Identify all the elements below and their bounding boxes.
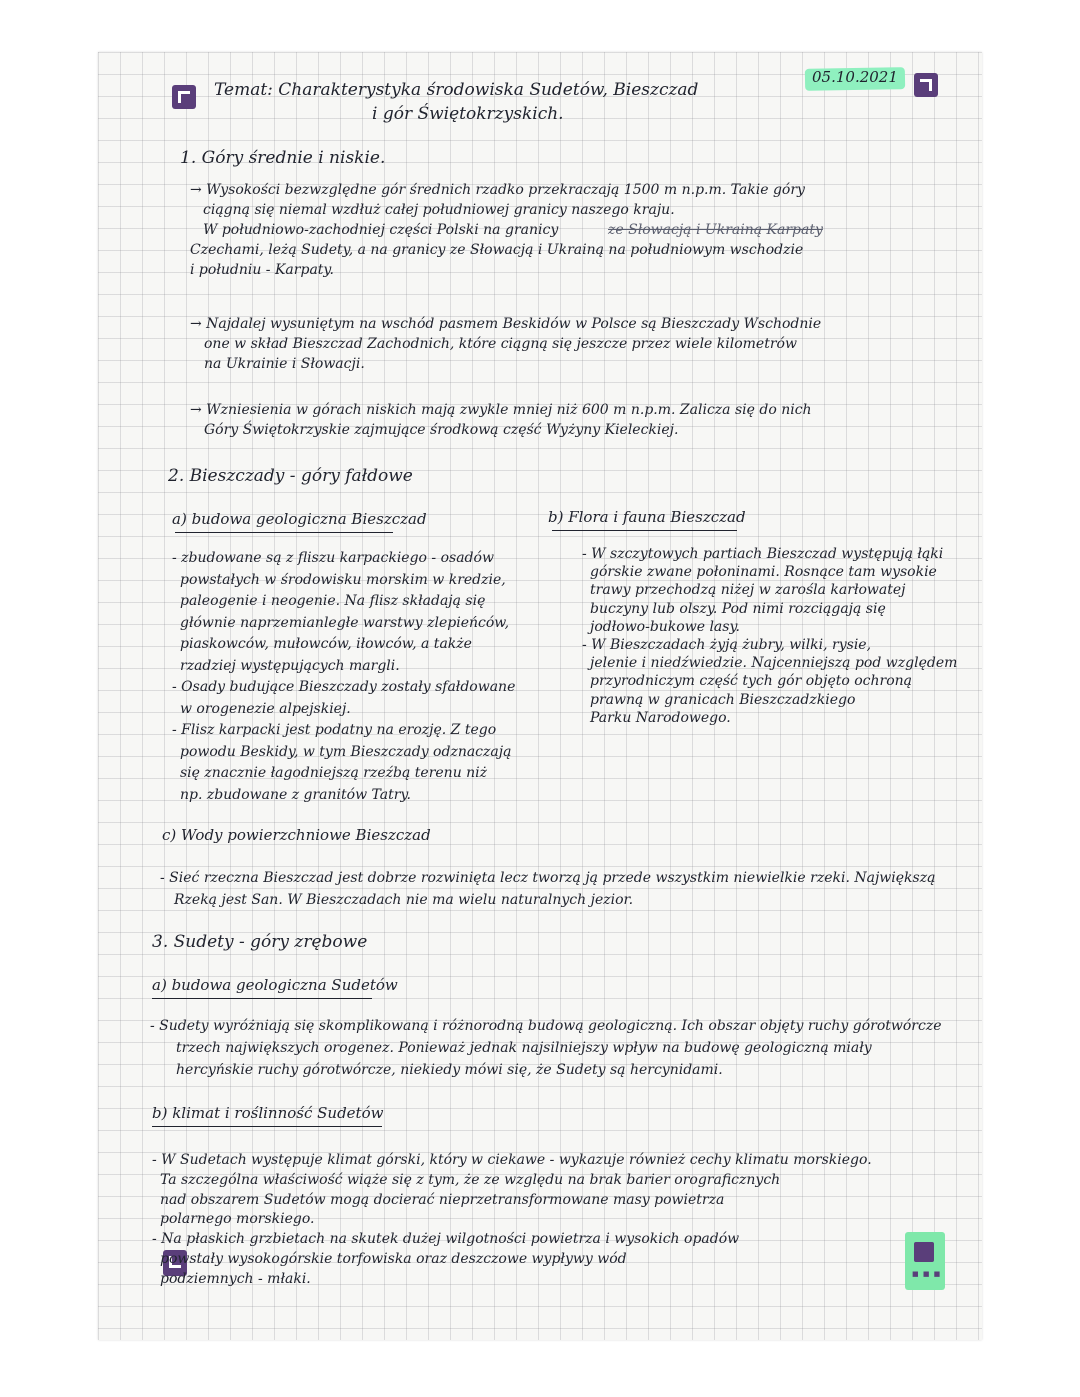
text-line: się znacznie łagodniejszą rzeźbą terenu niż [180, 765, 488, 781]
text-line: polarnego morskiego. [160, 1211, 315, 1228]
heading-underline [552, 530, 737, 531]
text-line: trzech największych orogenez. Ponieważ jednak najsilniejszy wpływ na budowę geologiczną miały [176, 1040, 872, 1056]
strikethrough-text: ze Słowacją i Ukrainą Karpaty [608, 222, 823, 238]
text-line: i południu - Karpaty. [190, 262, 334, 278]
subsection-heading: c) Wody powierzchniowe Bieszczad [162, 826, 431, 844]
text-line: Parku Narodowego. [590, 709, 731, 726]
text-line: paleogenie i neogenie. Na flisz składają się [180, 593, 486, 609]
subsection-heading: a) budowa geologiczna Sudetów [152, 976, 398, 994]
text-line: - Na płaskich grzbietach na skutek dużej wilgotności powietrza i wysokich opadów [152, 1231, 740, 1248]
text-line: jodłowo-bukowe lasy. [590, 618, 740, 635]
text-line: jelenie i niedźwiedzie. Najcenniejszą pod względem [590, 655, 958, 672]
subsection-heading: b) klimat i roślinność Sudetów [152, 1104, 384, 1122]
text-line: nad obszarem Sudetów mogą docierać nieprzetransformowane masy powietrza [160, 1191, 725, 1208]
text-line: - Flisz karpacki jest podatny na erozję. Z tego [172, 722, 497, 738]
text-line: - Osady budujące Bieszczady zostały sfałdowane [172, 679, 516, 695]
sticky-tab-icon [905, 1232, 945, 1290]
text-line: powstałych w środowisku morskim w kredzie, [180, 571, 506, 588]
text-line: górskie zwane połoninami. Rosnące tam wysokie [590, 564, 937, 581]
text-line: Czechami, leżą Sudety, a na granicy ze Słowacją i Ukrainą na południowym wschodzie [190, 242, 804, 258]
text-line: głównie naprzemianległe warstwy zlepieńców, [180, 614, 510, 631]
text-line: Ta szczególna właściwość wiąże się z tym, że ze względu na brak barier orograficznych [160, 1171, 781, 1188]
heading-underline [175, 532, 393, 533]
text-line: powstały wysokogórskie torfowiska oraz deszczowe wypływy wód [160, 1251, 627, 1267]
heading-underline [152, 1126, 382, 1127]
text-line: w orogenezie alpejskiej. [180, 700, 351, 717]
text-line: piaskowców, mułowców, iłowców, a także [180, 636, 472, 652]
text-line: - W Bieszczadach żyją żubry, wilki, rysie, [582, 637, 872, 653]
text-line: ciągną się niemal wzdłuż całej południowej granicy naszego kraju. [203, 202, 675, 218]
text-line: powodu Beskidy, w tym Bieszczady odznaczają [180, 743, 512, 760]
text-line: rzadziej występujących margli. [180, 657, 400, 674]
text-line: one w skład Bieszczad Zachodnich, które ciągną się jeszcze przez wiele kilometrów [204, 336, 797, 352]
text-line: Rzeką jest San. W Bieszczadach nie ma wielu naturalnych jezior. [174, 892, 634, 908]
text-line: np. zbudowane z granitów Tatry. [180, 786, 411, 803]
text-line: podziemnych - młaki. [160, 1270, 311, 1287]
title-line-1: Temat: Charakterystyka środowiska Sudetów, Bieszczad [214, 80, 699, 100]
section-heading: 2. Bieszczady - góry fałdowe [168, 466, 413, 486]
text-line: - zbudowane są z fliszu karpackiego - osadów [172, 550, 494, 566]
text-line: - Sudety wyróżniają się skomplikowaną i różnorodną budową geologiczną. Ich obszar objęty ruchy górotwórcze [150, 1018, 942, 1034]
date: 05.10.2021 [812, 68, 898, 86]
title-line-2: i gór Świętokrzyskich. [372, 104, 564, 124]
subsection-heading: b) Flora i fauna Bieszczad [548, 508, 746, 526]
heading-underline [152, 998, 372, 999]
text-line: trawy przechodzą niżej w zarośla karłowatej [590, 582, 906, 599]
corner-marker-icon [172, 85, 196, 109]
text-line: → Wzniesienia w górach niskich mają zwykle mniej niż 600 m n.p.m. Zalicza się do nich [190, 402, 812, 418]
corner-marker-icon [914, 73, 938, 97]
text-line: przyrodniczym część tych gór objęto ochroną [590, 673, 913, 690]
section-heading: 1. Góry średnie i niskie. [180, 148, 386, 168]
text-line: buczyny lub olszy. Pod nimi rozciągają się [590, 600, 886, 617]
section-heading: 3. Sudety - góry zrębowe [152, 932, 368, 952]
text-line: - Sieć rzeczna Bieszczad jest dobrze rozwinięta lecz tworzą ją przede wszystkim niewielkie rzeki. Największą [160, 870, 936, 886]
text-line: W południowo-zachodniej części Polski na granicy [203, 222, 559, 238]
text-line: prawną w granicach Bieszczadzkiego [590, 691, 856, 708]
text-line: → Wysokości bezwzględne gór średnich rzadko przekraczają 1500 m n.p.m. Takie góry [190, 182, 805, 198]
text-line: → Najdalej wysuniętym na wschód pasmem Beskidów w Polsce są Bieszczady Wschodnie [190, 316, 822, 332]
text-line: hercyńskie ruchy górotwórcze, niekiedy mówi się, że Sudety są hercynidami. [176, 1062, 723, 1078]
text-line: - W Sudetach występuje klimat górski, który w ciekawe - wykazuje również cechy klimatu morskiego. [152, 1152, 872, 1168]
text-line: Góry Świętokrzyskie zajmujące środkową część Wyżyny Kieleckiej. [204, 422, 679, 438]
text-line: - W szczytowych partiach Bieszczad występują łąki [582, 546, 944, 562]
subsection-heading: a) budowa geologiczna Bieszczad [172, 510, 427, 528]
text-line: na Ukrainie i Słowacji. [204, 356, 365, 372]
